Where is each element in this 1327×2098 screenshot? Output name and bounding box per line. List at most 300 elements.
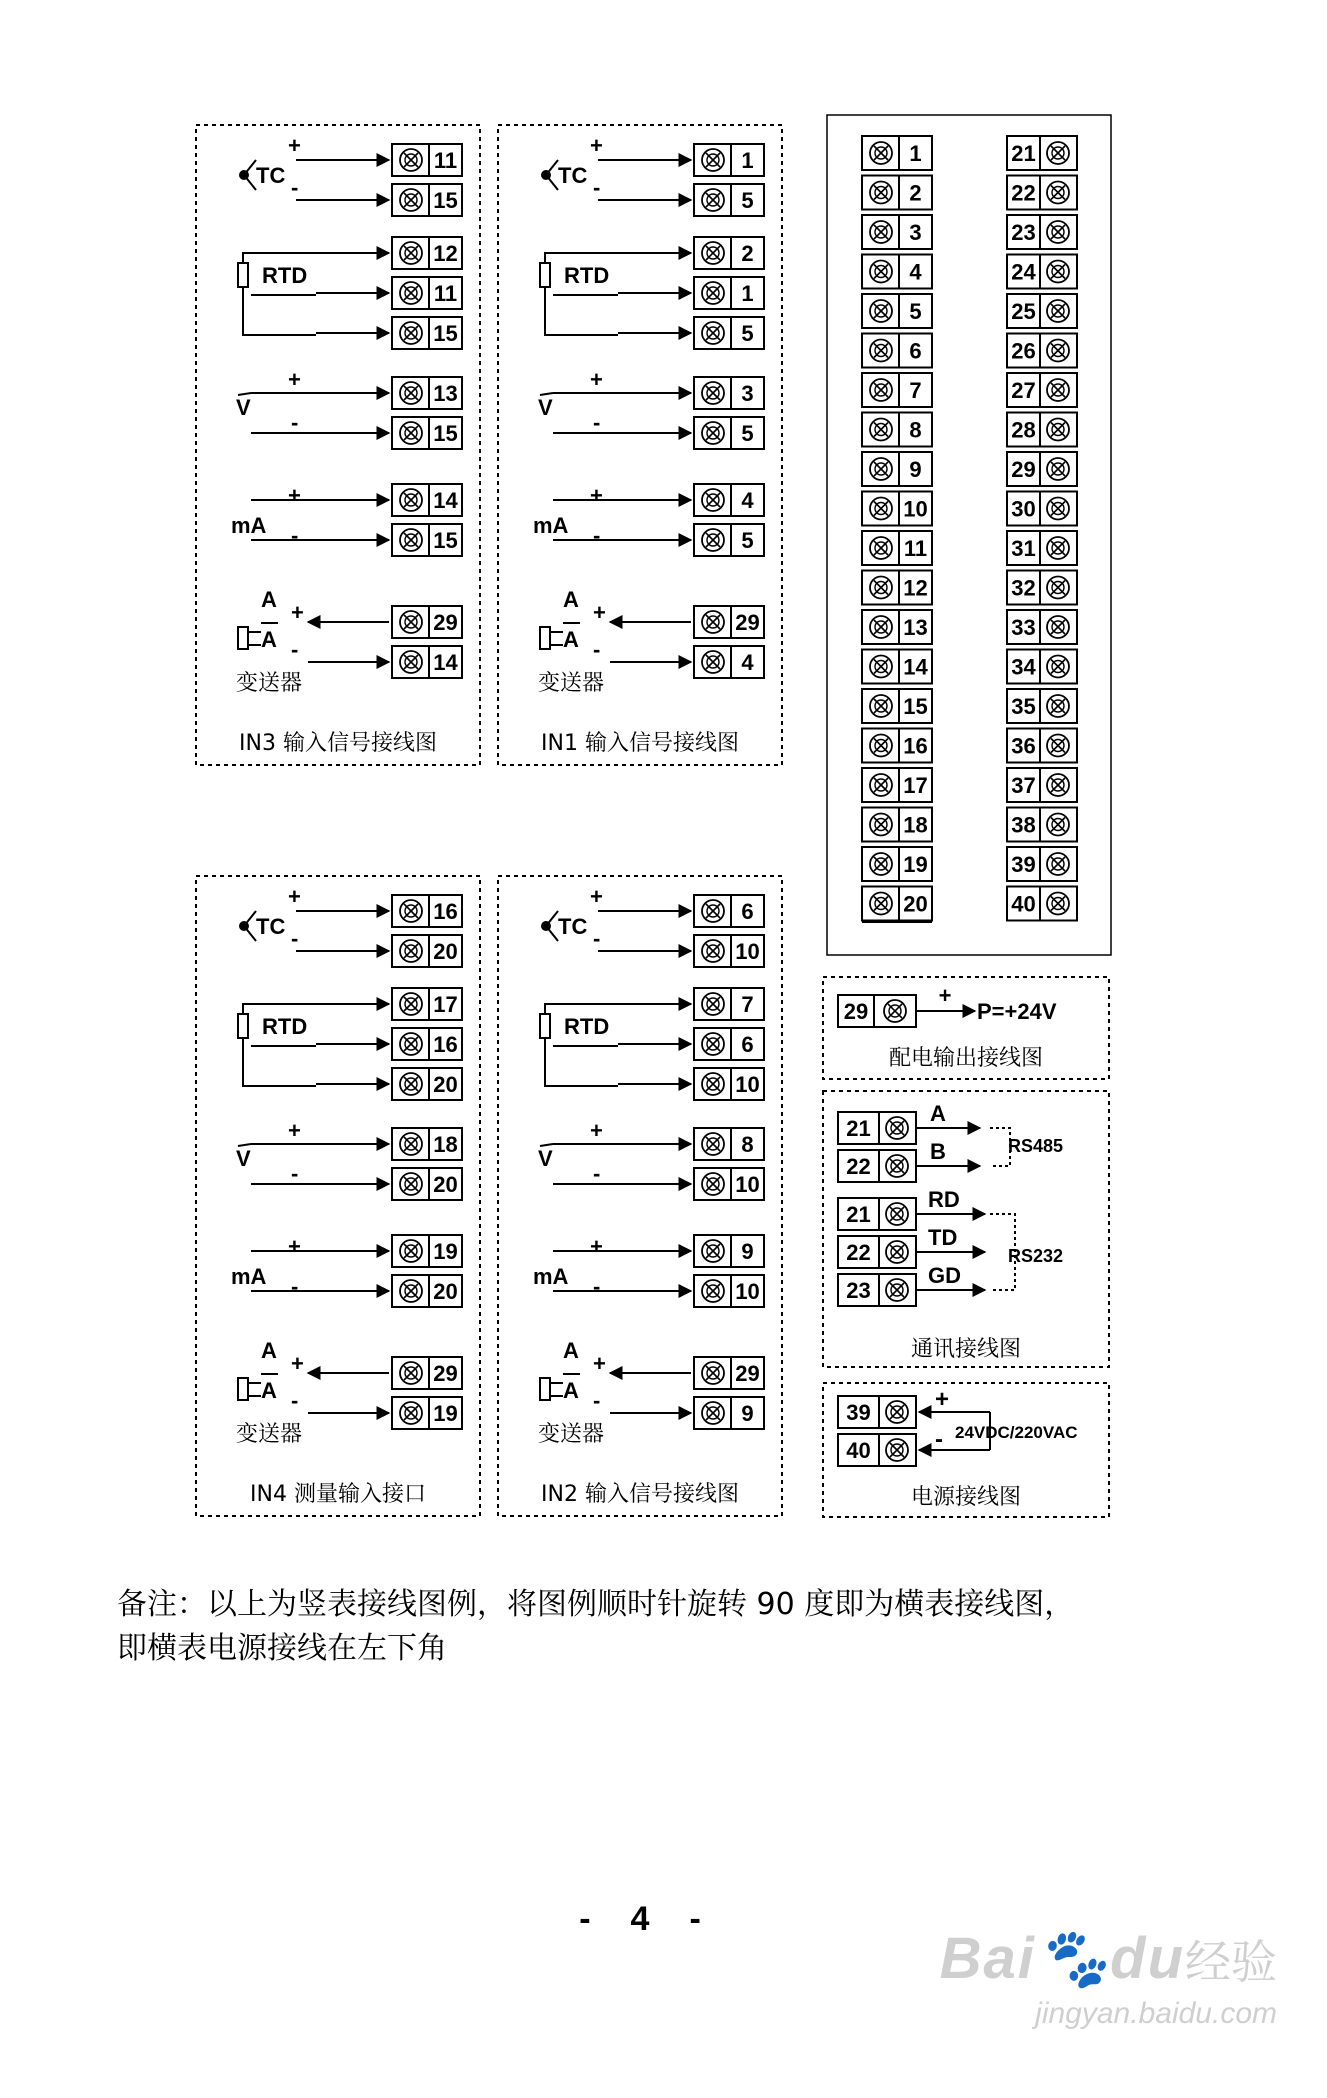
screw-icon — [702, 282, 724, 304]
tc-terminal — [392, 895, 462, 927]
transmitter-label: 变送器 — [236, 671, 303, 696]
terminal-number: 2 — [909, 180, 922, 206]
terminal-number: 30 — [1011, 496, 1036, 522]
screw-icon — [884, 1000, 906, 1022]
terminal-number: 33 — [1011, 615, 1036, 640]
screw-icon — [886, 1117, 908, 1139]
screw-icon — [870, 695, 892, 717]
terminal-number: 16 — [433, 1032, 458, 1057]
ma-minus: - — [593, 523, 601, 548]
screw-icon — [870, 735, 892, 757]
screw-icon — [1047, 221, 1069, 243]
tc-terminal — [392, 935, 462, 967]
terminal-14 — [862, 650, 932, 684]
terminal-number: 21 — [846, 1202, 871, 1227]
screw-icon — [400, 282, 422, 304]
screw-icon — [400, 1280, 422, 1302]
tx-plus: + — [291, 1351, 304, 1376]
tx-minus: - — [291, 1388, 299, 1413]
terminal-number: 11 — [903, 536, 928, 561]
terminal-number: 11 — [433, 281, 458, 306]
tx-plus: + — [593, 1351, 606, 1376]
screw-icon — [1047, 893, 1069, 915]
terminal-number: 17 — [433, 992, 458, 1017]
comm-caption: 通讯接线图 — [910, 1337, 1022, 1362]
screw-icon — [702, 1173, 724, 1195]
v-terminal — [392, 377, 462, 409]
terminal-number: 37 — [1011, 773, 1036, 798]
rtd-terminal — [392, 988, 462, 1020]
v-terminal — [392, 1128, 462, 1160]
rtd-terminal — [694, 1028, 764, 1060]
ma-plus: + — [288, 483, 301, 508]
screw-icon — [400, 489, 422, 511]
screw-icon — [886, 1203, 908, 1225]
screw-icon — [886, 1155, 908, 1177]
screw-icon — [870, 221, 892, 243]
screw-icon — [870, 577, 892, 599]
tx-plus: + — [291, 600, 304, 625]
ma-label: mA — [533, 513, 569, 538]
terminal-11 — [862, 531, 932, 565]
screw-icon — [870, 142, 892, 164]
screw-icon — [870, 853, 892, 875]
screw-icon — [400, 322, 422, 344]
screw-icon — [702, 1073, 724, 1095]
terminal-number: 16 — [433, 899, 458, 924]
screw-icon — [1047, 616, 1069, 638]
terminal-number: 1 — [741, 148, 754, 173]
terminal-number: 10 — [735, 1072, 760, 1097]
tx-terminal — [392, 606, 462, 638]
v-terminal — [392, 417, 462, 449]
terminal-21 — [1007, 136, 1077, 170]
screw-icon — [702, 611, 724, 633]
tc-minus: - — [291, 926, 299, 951]
screw-icon — [1047, 300, 1069, 322]
screw-icon — [400, 993, 422, 1015]
terminal-number: 15 — [433, 321, 458, 346]
ma-terminal — [694, 1275, 764, 1307]
ps-plus: + — [935, 1386, 950, 1413]
screw-icon — [1047, 774, 1069, 796]
terminal-number: 7 — [909, 378, 922, 403]
screw-icon — [400, 1362, 422, 1384]
terminal-31 — [1007, 531, 1077, 565]
terminal-number: 10 — [735, 939, 760, 964]
tx-terminal — [392, 1357, 462, 1389]
screw-icon — [702, 1033, 724, 1055]
ma-plus: + — [288, 1234, 301, 1259]
v-plus: + — [288, 1118, 301, 1143]
ma-terminal — [392, 484, 462, 516]
terminal-32 — [1007, 571, 1077, 605]
tx-a: A — [261, 1338, 277, 1363]
screw-icon — [400, 1133, 422, 1155]
terminal-number: 27 — [1011, 378, 1036, 403]
terminal-number: 11 — [433, 148, 458, 173]
rtd-label: RTD — [262, 1014, 308, 1039]
terminal-number: 15 — [433, 188, 458, 213]
watermark-brand: Bai — [939, 1926, 1036, 1991]
terminal-number: 6 — [741, 1032, 754, 1057]
terminal-number: 9 — [909, 457, 922, 482]
terminal-3 — [862, 215, 932, 249]
screw-icon — [702, 1133, 724, 1155]
ps-terminal — [838, 1434, 916, 1466]
screw-icon — [400, 382, 422, 404]
terminal-27 — [1007, 373, 1077, 407]
rs232-terminal — [838, 1274, 916, 1306]
terminal-number: 13 — [433, 381, 458, 406]
rs485-signal: B — [930, 1139, 946, 1164]
terminal-number: 20 — [433, 1279, 458, 1304]
rtd-terminal — [694, 988, 764, 1020]
tc-minus: - — [593, 175, 601, 200]
v-minus: - — [291, 410, 299, 435]
terminal-number: 17 — [903, 773, 928, 798]
terminal-number: 15 — [433, 421, 458, 446]
screw-icon — [400, 940, 422, 962]
screw-icon — [1047, 498, 1069, 520]
rtd-label: RTD — [564, 263, 610, 288]
terminal-number: 18 — [903, 812, 928, 838]
terminal-number: 13 — [903, 615, 928, 640]
terminal-number: 16 — [903, 733, 928, 759]
terminal-number: 23 — [846, 1278, 871, 1303]
comm-panel — [823, 1091, 1109, 1367]
tc-plus: + — [288, 133, 301, 158]
terminal-number: 21 — [1011, 141, 1036, 166]
rtd-label: RTD — [564, 1014, 610, 1039]
v-terminal — [392, 1168, 462, 1200]
screw-icon — [702, 1402, 724, 1424]
tc-label: TC — [558, 163, 588, 188]
screw-icon — [702, 489, 724, 511]
panel-caption: IN2 输入信号接线图 — [541, 1482, 739, 1507]
terminal-number: 7 — [741, 992, 754, 1017]
tc-plus: + — [288, 884, 301, 909]
terminal-13 — [862, 610, 932, 644]
terminal-number: 24 — [1011, 259, 1036, 285]
terminal-number: 20 — [433, 939, 458, 964]
terminal-number: 9 — [741, 1401, 754, 1426]
panel-caption: IN4 测量输入接口 — [250, 1482, 426, 1507]
terminal-number: 29 — [1011, 457, 1036, 482]
tc-terminal — [392, 184, 462, 216]
v-plus: + — [590, 367, 603, 392]
ps-minus: - — [935, 1426, 943, 1453]
rtd-terminal — [694, 1068, 764, 1100]
screw-icon — [400, 189, 422, 211]
ps-caption: 电源接线图 — [910, 1485, 1022, 1510]
panel-caption: IN1 输入信号接线图 — [541, 731, 739, 756]
terminal-number: 18 — [433, 1132, 458, 1157]
screw-icon — [702, 940, 724, 962]
transmitter-label: 变送器 — [236, 1422, 303, 1447]
tx-minus: - — [593, 637, 601, 662]
terminal-15 — [862, 689, 932, 723]
screw-icon — [886, 1279, 908, 1301]
terminal-number: 3 — [741, 381, 754, 406]
screw-icon — [870, 774, 892, 796]
rtd-terminal — [392, 237, 462, 269]
tx-a-bar: A — [563, 627, 579, 652]
terminal-number: 20 — [433, 1072, 458, 1097]
tx-terminal — [392, 1397, 462, 1429]
rtd-terminal — [694, 317, 764, 349]
terminal-number: 22 — [846, 1240, 871, 1265]
tx-a: A — [261, 587, 277, 612]
terminal-number: 6 — [741, 899, 754, 924]
terminal-36 — [1007, 729, 1077, 763]
v-terminal — [694, 1128, 764, 1160]
v-minus: - — [593, 1161, 601, 1186]
screw-icon — [870, 537, 892, 559]
terminal-12 — [862, 571, 932, 605]
terminal-35 — [1007, 689, 1077, 723]
ma-plus: + — [590, 1234, 603, 1259]
v-label: V — [236, 1146, 251, 1171]
terminal-24 — [1007, 255, 1077, 289]
panel-in2 — [498, 876, 782, 1516]
rs485-terminal — [838, 1112, 916, 1144]
ma-label: mA — [533, 1264, 569, 1289]
screw-icon — [1047, 814, 1069, 836]
screw-icon — [702, 529, 724, 551]
terminal-number: 21 — [846, 1116, 871, 1141]
terminal-number: 28 — [1011, 417, 1036, 443]
terminal-number: 5 — [741, 528, 754, 553]
terminal-number: 4 — [909, 259, 922, 285]
screw-icon — [702, 189, 724, 211]
screw-icon — [702, 242, 724, 264]
po-label: P=+24V — [977, 999, 1057, 1024]
terminal-number: 38 — [1011, 812, 1036, 838]
tx-terminal — [694, 646, 764, 678]
terminal-number: 34 — [1011, 654, 1036, 680]
screw-icon — [1047, 182, 1069, 204]
tc-terminal — [392, 144, 462, 176]
terminal-number: 29 — [735, 1361, 760, 1386]
screw-icon — [400, 1240, 422, 1262]
terminal-number: 20 — [433, 1172, 458, 1197]
terminal-2 — [862, 176, 932, 210]
v-terminal — [694, 417, 764, 449]
screw-icon — [886, 1241, 908, 1263]
screw-icon — [870, 182, 892, 204]
terminal-34 — [1007, 650, 1077, 684]
screw-icon — [400, 651, 422, 673]
terminal-number: 32 — [1011, 575, 1036, 601]
terminal-4 — [862, 255, 932, 289]
screw-icon — [870, 498, 892, 520]
terminal-number: 39 — [1011, 852, 1036, 877]
ma-terminal — [694, 524, 764, 556]
screw-icon — [702, 900, 724, 922]
rtd-terminal — [392, 317, 462, 349]
rtd-label: RTD — [262, 263, 308, 288]
screw-icon — [702, 382, 724, 404]
terminal-number: 5 — [741, 321, 754, 346]
po-caption: 配电输出接线图 — [888, 1046, 1044, 1071]
rtd-terminal — [694, 277, 764, 309]
ps-terminal — [838, 1396, 916, 1428]
screw-icon — [702, 1362, 724, 1384]
terminal-number: 31 — [1011, 536, 1036, 561]
terminal-number: 19 — [903, 852, 928, 877]
ma-minus: - — [593, 1274, 601, 1299]
rtd-terminal — [392, 277, 462, 309]
screw-icon — [870, 893, 892, 915]
tc-label: TC — [558, 914, 588, 939]
screw-icon — [400, 1033, 422, 1055]
screw-icon — [870, 340, 892, 362]
ps-label: 24VDC/220VAC — [955, 1423, 1078, 1442]
power-supply-panel — [823, 1383, 1109, 1517]
terminal-number: 8 — [909, 417, 922, 443]
watermark-brand-cn: 经验 — [1185, 1936, 1277, 1988]
ma-plus: + — [590, 483, 603, 508]
terminal-number: 40 — [1011, 891, 1036, 917]
v-minus: - — [291, 1161, 299, 1186]
rs232-terminal — [838, 1236, 916, 1268]
transmitter-label: 变送器 — [538, 671, 605, 696]
terminal-37 — [1007, 768, 1077, 802]
terminal-9 — [862, 452, 932, 486]
screw-icon — [400, 900, 422, 922]
terminal-number: 9 — [741, 1239, 754, 1264]
screw-icon — [886, 1401, 908, 1423]
ma-minus: - — [291, 1274, 299, 1299]
screw-icon — [870, 814, 892, 836]
terminal-number: 14 — [433, 488, 458, 513]
terminal-number: 14 — [903, 654, 928, 680]
rs485-terminal — [838, 1150, 916, 1182]
power-output-panel — [823, 977, 1109, 1079]
rs232-label: RS232 — [1008, 1246, 1064, 1266]
screw-icon — [1047, 537, 1069, 559]
rtd-terminal — [392, 1068, 462, 1100]
terminal-30 — [1007, 492, 1077, 526]
terminal-number: 23 — [1011, 220, 1036, 245]
terminal-17 — [862, 768, 932, 802]
terminal-number: 15 — [433, 528, 458, 553]
rs232-signal: GD — [928, 1263, 961, 1288]
terminal-number: 29 — [735, 610, 760, 635]
terminal-6 — [862, 334, 932, 368]
screw-icon — [702, 993, 724, 1015]
watermark-brand-du: du — [1110, 1926, 1185, 1991]
terminal-number: 26 — [1011, 338, 1036, 364]
terminal-number: 22 — [846, 1154, 871, 1179]
screw-icon — [400, 611, 422, 633]
screw-icon — [1047, 261, 1069, 283]
ma-terminal — [392, 524, 462, 556]
screw-icon — [400, 242, 422, 264]
remark — [117, 1583, 1237, 1671]
terminal-8 — [862, 413, 932, 447]
terminal-39 — [1007, 847, 1077, 881]
terminal-number: 22 — [1011, 180, 1036, 206]
ma-label: mA — [231, 513, 267, 538]
screw-icon — [702, 1240, 724, 1262]
tx-a: A — [563, 587, 579, 612]
terminal-16 — [862, 729, 932, 763]
rs232-terminal — [838, 1198, 916, 1230]
terminal-7 — [862, 373, 932, 407]
terminal-number: 20 — [903, 891, 928, 917]
terminal-number: 40 — [846, 1438, 871, 1463]
tx-terminal — [694, 606, 764, 638]
screw-icon — [400, 149, 422, 171]
screw-icon — [702, 149, 724, 171]
transmitter-label: 变送器 — [538, 1422, 605, 1447]
tc-terminal — [694, 895, 764, 927]
remark-line-2: 即横表电源接线在左下角 — [117, 1631, 447, 1666]
v-label: V — [538, 1146, 553, 1171]
remark-line-1: 备注：以上为竖表接线图例，将图例顺时针旋转 90 度即为横表接线图， — [117, 1587, 1075, 1622]
screw-icon — [1047, 458, 1069, 480]
v-terminal — [694, 1168, 764, 1200]
po-terminal: 29 — [843, 999, 869, 1024]
terminal-number: 5 — [741, 421, 754, 446]
terminal-23 — [1007, 215, 1077, 249]
terminal-1 — [862, 136, 932, 170]
tc-minus: - — [291, 175, 299, 200]
rs232-signal: RD — [928, 1187, 960, 1212]
tx-minus: - — [291, 637, 299, 662]
screw-icon — [400, 529, 422, 551]
terminal-10 — [862, 492, 932, 526]
terminal-25 — [1007, 294, 1077, 328]
tc-minus: - — [593, 926, 601, 951]
terminal-block — [827, 115, 1111, 955]
tc-terminal — [694, 144, 764, 176]
terminal-number: 5 — [909, 299, 922, 324]
panel-in4 — [196, 876, 480, 1516]
terminal-number: 15 — [903, 694, 928, 719]
terminal-number: 14 — [433, 650, 458, 675]
screw-icon — [400, 1073, 422, 1095]
ma-label: mA — [231, 1264, 267, 1289]
terminal-number: 4 — [741, 488, 754, 513]
v-minus: - — [593, 410, 601, 435]
rs232-signal: TD — [928, 1225, 958, 1250]
rs485-signal: A — [930, 1101, 946, 1126]
tx-a-bar: A — [563, 1378, 579, 1403]
tx-a: A — [563, 1338, 579, 1363]
terminal-number: 39 — [846, 1400, 871, 1425]
terminal-5 — [862, 294, 932, 328]
rs485-label: RS485 — [1008, 1136, 1064, 1156]
terminal-number: 12 — [903, 575, 928, 601]
terminal-number: 8 — [741, 1132, 754, 1157]
screw-icon — [1047, 695, 1069, 717]
tx-terminal — [694, 1357, 764, 1389]
terminal-number: 35 — [1011, 694, 1036, 719]
screw-icon — [1047, 379, 1069, 401]
terminal-number: 19 — [433, 1239, 458, 1264]
terminal-number: 6 — [909, 338, 922, 364]
ma-terminal — [392, 1275, 462, 1307]
screw-icon — [1047, 735, 1069, 757]
terminal-18 — [862, 808, 932, 842]
po-plus: + — [938, 983, 952, 1008]
screw-icon — [870, 261, 892, 283]
screw-icon — [400, 1402, 422, 1424]
ma-terminal — [392, 1235, 462, 1267]
